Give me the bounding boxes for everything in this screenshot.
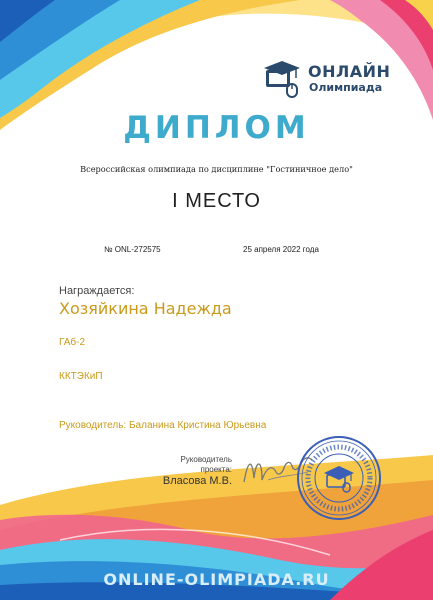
signatory-name: Власова М.В. (162, 475, 232, 487)
place-award: I МЕСТО (172, 190, 261, 212)
graduation-cap-monitor-icon (262, 60, 302, 98)
olympiad-logo (262, 60, 392, 100)
diploma-date: 25 апреля 2022 года (243, 245, 319, 254)
signatory-role-line2: проекта: (200, 465, 232, 474)
round-seal-icon (296, 435, 382, 521)
footer-website-url[interactable]: ONLINE-OLIMPIADA.RU (103, 570, 330, 589)
diploma-number: № ONL-272575 (104, 245, 161, 254)
signatory-role-line1: Руководитель (180, 455, 232, 464)
signatory-role (160, 455, 232, 475)
supervisor-line: Руководитель: Баланина Кристина Юрьевна (59, 420, 267, 431)
awardee-group: ГАб-2 (59, 337, 86, 348)
logo-title: ОНЛАЙН (308, 62, 391, 81)
diploma-title: ДИПЛОМ (123, 110, 310, 146)
awardee-name: Хозяйкина Надежда (59, 299, 232, 318)
awarded-label: Награждается: (59, 285, 135, 297)
olympiad-subtitle: Всероссийская олимпиада по дисциплине "Гостиничное дело" (80, 164, 353, 174)
logo-subtitle: Олимпиада (309, 81, 383, 94)
awardee-school: ККТЭКиП (59, 371, 103, 382)
